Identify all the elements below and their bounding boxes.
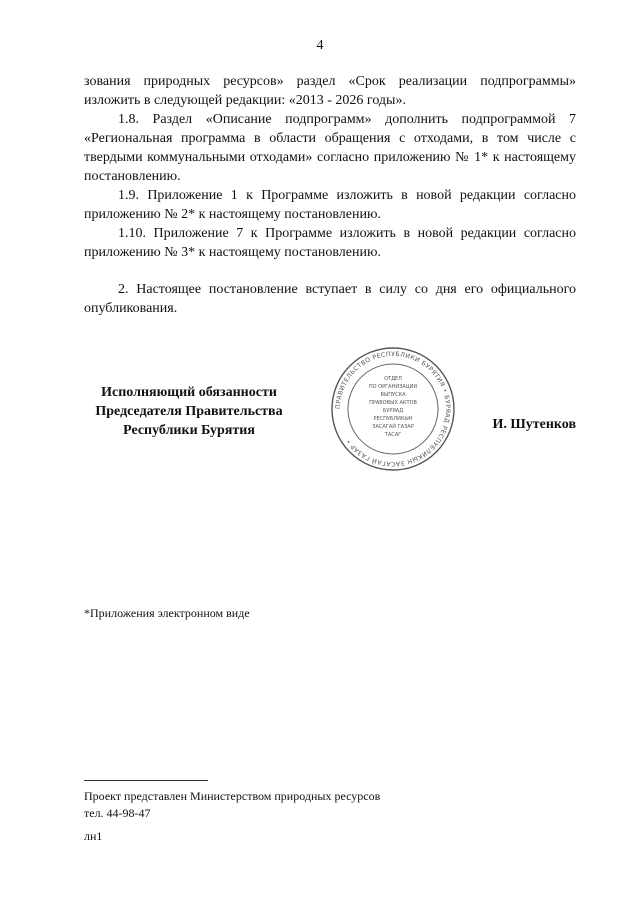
document-body <box>84 72 576 318</box>
seal-line-7: ЗАСАГАЙ ГАЗАР <box>372 424 414 430</box>
seal-line-8: ТАСАГ <box>384 432 402 438</box>
seal-line-2: ПО ОРГАНИЗАЦИИ <box>368 384 418 390</box>
footer-notes <box>84 788 380 845</box>
paragraph-continuation: зования природных ресурсов» раздел «Срок реализации подпрограммы» изложить в следующей редакции: «2013 - 2026 годы». <box>84 74 576 108</box>
signer-title-line-1: Исполняющий обязанности <box>101 385 277 400</box>
footer-divider <box>84 780 208 781</box>
paragraph-2: 2. Настоящее постановление вступает в силу со дня его официального опубликования. <box>84 282 576 316</box>
official-seal <box>330 346 456 472</box>
seal-line-3: ВЫПУСКА <box>380 392 406 398</box>
footer-prepared-by: Проект представлен Министерством природных ресурсов <box>84 789 381 803</box>
paragraph-1-8: 1.8. Раздел «Описание подпрограмм» дополнить подпрограммой 7 «Региональная программа в области обращения с отходами, в том числе с твердыми коммунальными отходами» согласно приложению № 1* к настоящему постановлению. <box>84 112 576 184</box>
footer-phone: тел. 44-98-47 <box>84 806 151 820</box>
signer-title-line-3: Республики Бурятия <box>123 423 255 438</box>
paragraph-1-10: 1.10. Приложение 7 к Программе изложить в новой редакции согласно приложению № 3* к настоящему постановлению. <box>84 226 576 260</box>
signer-title <box>84 383 294 440</box>
appendix-note: *Приложения электронном виде <box>84 606 250 620</box>
seal-line-1: ОТДЕЛ <box>384 376 402 382</box>
page-number: 4 <box>316 38 324 53</box>
paragraph-1-9: 1.9. Приложение 1 к Программе изложить в новой редакции согласно приложению № 2* к настоящему постановлению. <box>84 188 576 222</box>
seal-outer-text: ПРАВИТЕЛЬСТВО РЕСПУБЛИКИ БУРЯТИЯ • БУРЯАД РЕСПУБЛИКЫН ЗАСАГАЙ ГАЗАР • <box>334 350 452 468</box>
seal-line-6: РЕСПУБЛИКЫН <box>373 416 413 422</box>
footer-code: лн1 <box>84 829 103 843</box>
signer-title-line-2: Председателя Правительства <box>95 404 283 419</box>
seal-line-5: БУРЯАД <box>382 408 404 414</box>
seal-line-4: ПРАВОВЫХ АКТОВ <box>369 400 417 406</box>
signer-name: И. Шутенков <box>492 417 576 432</box>
